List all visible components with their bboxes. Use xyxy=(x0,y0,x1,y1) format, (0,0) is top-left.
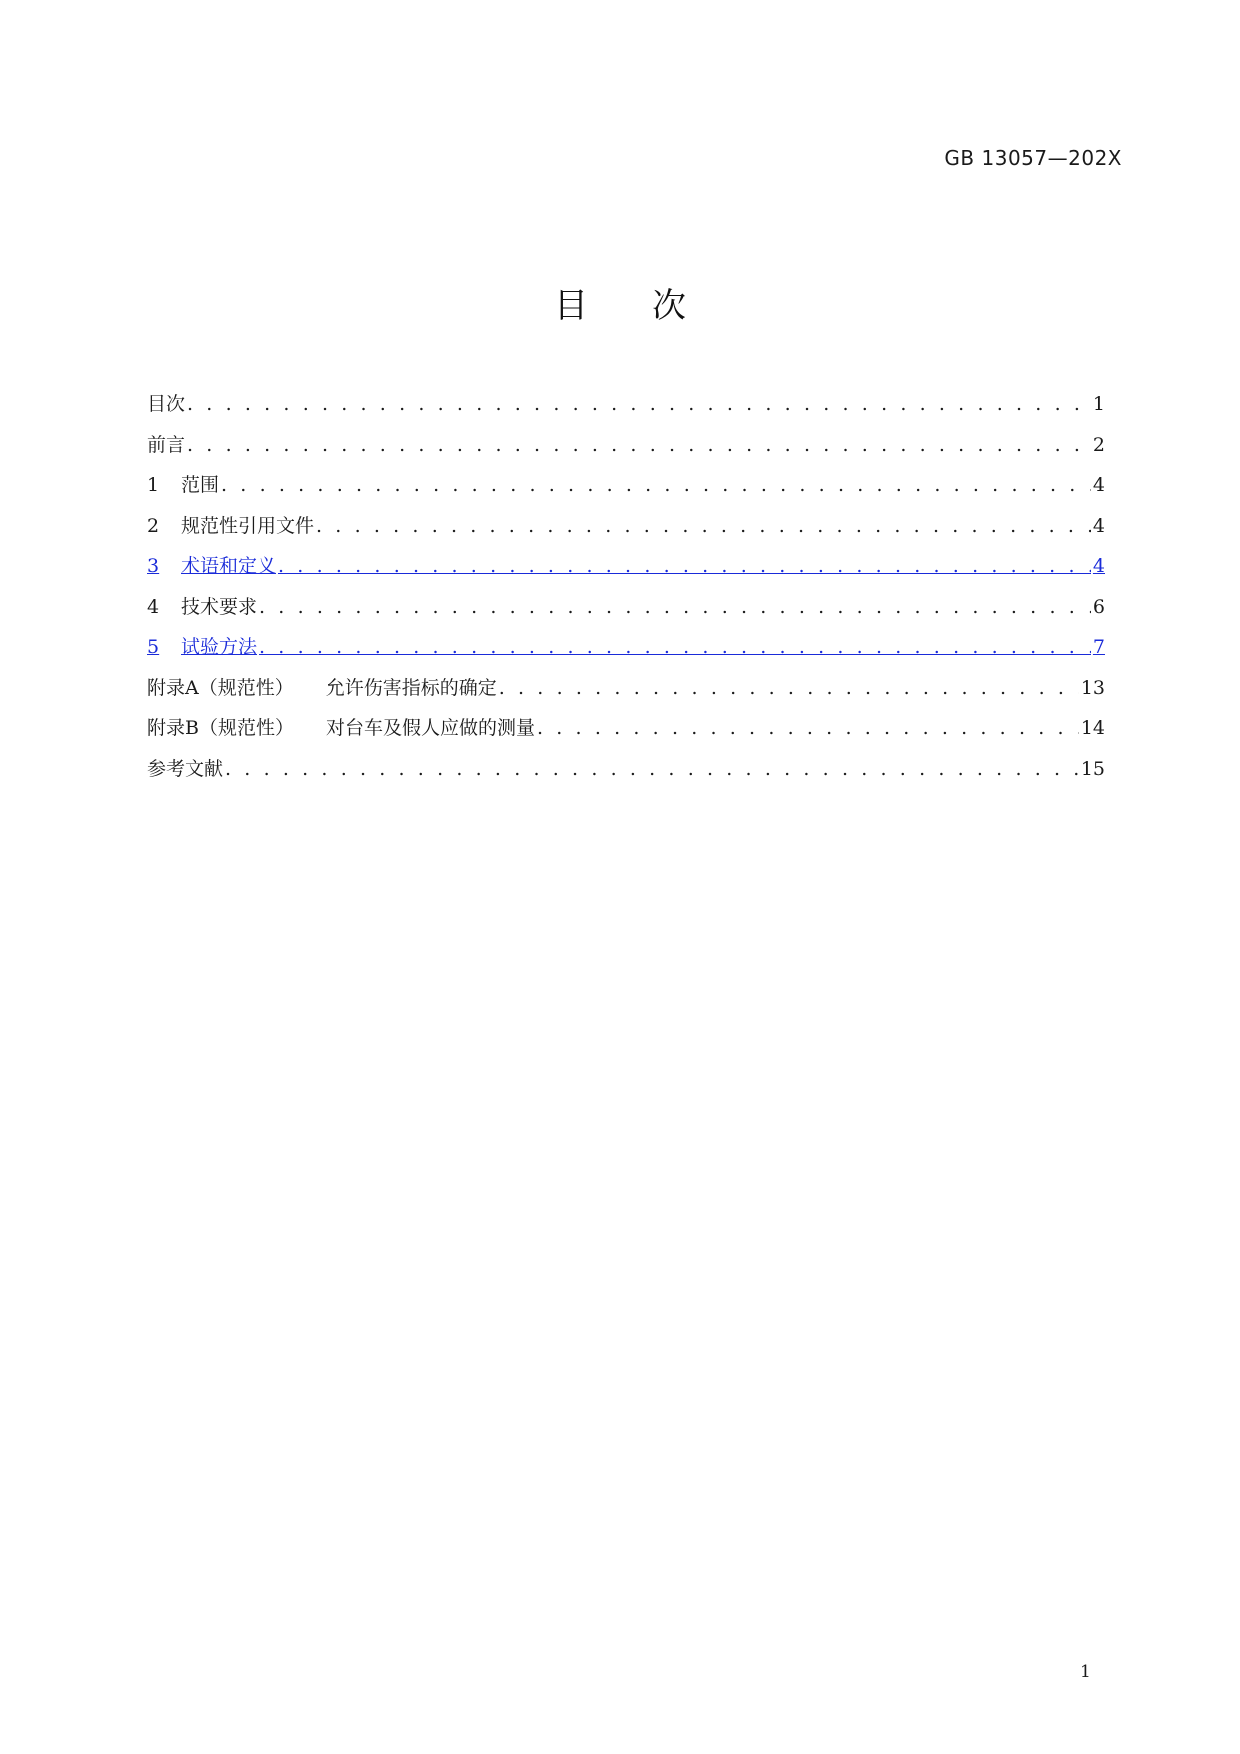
toc-annex-title: 允许伤害指标的确定 xyxy=(325,676,497,699)
toc-label: 技术要求 xyxy=(181,595,258,618)
toc-label xyxy=(147,673,497,700)
table-of-contents xyxy=(147,389,1105,794)
toc-label: 前言 xyxy=(147,433,186,456)
toc-leader-dots xyxy=(278,555,1091,577)
toc-entry-terms-definitions-link[interactable] xyxy=(147,551,1105,592)
toc-leader-dots xyxy=(187,434,1091,456)
toc-page-number: 6 xyxy=(1092,595,1105,618)
page-title xyxy=(0,278,1240,327)
toc-page-number: 15 xyxy=(1080,757,1105,780)
toc-entry-annex-a[interactable] xyxy=(147,673,1105,714)
toc-leader-dots xyxy=(225,758,1079,780)
toc-leader-dots xyxy=(187,393,1091,415)
toc-entry-technical-requirements[interactable] xyxy=(147,592,1105,633)
toc-label: 规范性引用文件 xyxy=(181,514,315,537)
toc-leader-dots xyxy=(316,515,1091,537)
toc-entry-contents[interactable] xyxy=(147,389,1105,430)
toc-label: 范围 xyxy=(181,474,220,496)
toc-entry-bibliography[interactable] xyxy=(147,754,1105,795)
toc-page-number: 1 xyxy=(1092,393,1105,415)
toc-label: 试验方法 xyxy=(181,636,258,658)
document-code: GB 13057—202X xyxy=(944,146,1122,170)
toc-page-number: 14 xyxy=(1080,717,1105,739)
toc-leader-dots xyxy=(537,717,1079,739)
toc-label: 术语和定义 xyxy=(181,555,277,577)
page-number: 1 xyxy=(1080,1662,1091,1682)
toc-annex-prefix: 附录B（规范性） xyxy=(147,717,294,739)
toc-entry-foreword[interactable] xyxy=(147,430,1105,471)
toc-entry-normative-references[interactable] xyxy=(147,511,1105,552)
toc-label: 目次 xyxy=(147,393,186,415)
toc-label xyxy=(147,713,535,740)
toc-section-number: 2 xyxy=(147,514,160,537)
toc-entry-test-methods-link[interactable] xyxy=(147,632,1105,673)
toc-entry-scope[interactable] xyxy=(147,470,1105,511)
toc-entry-annex-b[interactable] xyxy=(147,713,1105,754)
toc-annex-prefix: 附录A（规范性） xyxy=(147,676,294,699)
toc-label: 参考文献 xyxy=(147,757,224,780)
toc-page-number: 4 xyxy=(1092,514,1105,537)
toc-leader-dots xyxy=(221,474,1091,496)
toc-page-number: 7 xyxy=(1092,636,1105,658)
toc-leader-dots xyxy=(259,636,1091,658)
toc-leader-dots xyxy=(499,677,1079,699)
page-title-char-2: 次 xyxy=(652,286,686,326)
toc-page-number: 4 xyxy=(1092,555,1105,577)
toc-section-number: 1 xyxy=(147,474,160,496)
toc-section-number: 4 xyxy=(147,595,160,618)
toc-leader-dots xyxy=(259,596,1091,618)
toc-annex-title: 对台车及假人应做的测量 xyxy=(325,717,535,739)
toc-page-number: 2 xyxy=(1092,433,1105,456)
toc-section-number: 3 xyxy=(147,555,160,577)
page-title-char-1: 目 xyxy=(554,286,588,326)
toc-section-number: 5 xyxy=(147,636,160,658)
toc-page-number: 13 xyxy=(1080,676,1105,699)
toc-page-number: 4 xyxy=(1092,474,1105,496)
